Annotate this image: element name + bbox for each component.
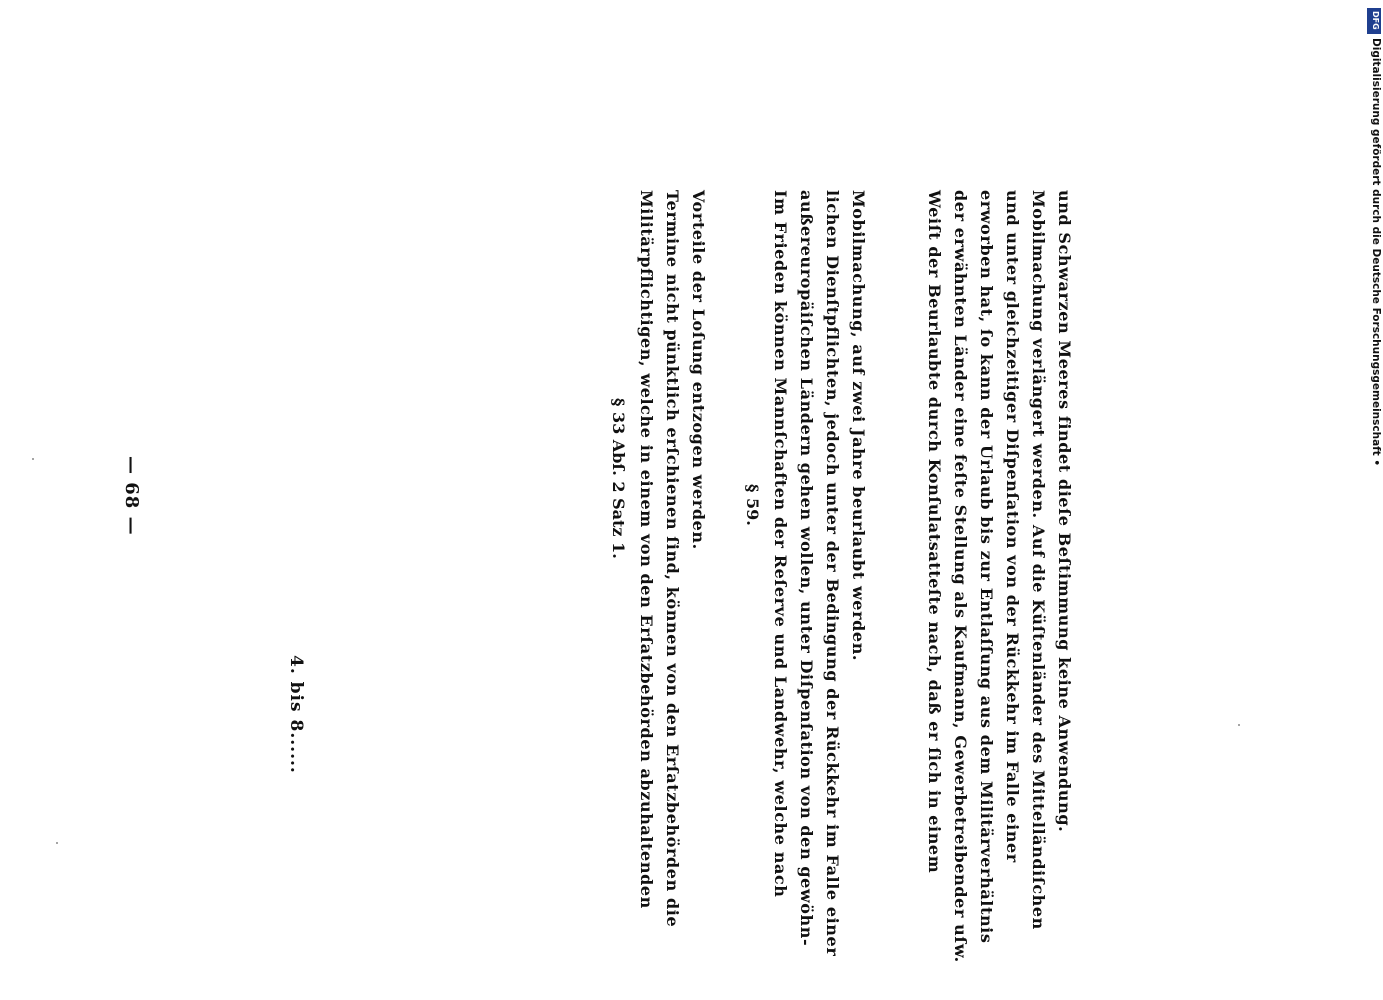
paragraph-line: erworben hat, ſo kann der Urlaub bis zur Entlaſſung aus dem Militärverhältnis — [977, 190, 996, 944]
enumeration-line: 4. bis 8...... — [286, 655, 306, 774]
paragraph-line: Im Frieden können Mannſchaften der Reſerve und Landwehr, welche nach — [771, 190, 790, 898]
section-heading-33: § 33 Abſ. 2 Satz 1. — [609, 398, 628, 559]
digitization-watermark: Digitalisierung gefördert durch die Deutsche Forschungsgemeinschaft • — [1370, 38, 1382, 467]
paragraph-line: Vorteile der Loſung entzogen werden. — [689, 190, 708, 550]
paragraph-line: Mobilmachung, auf zwei Jahre beurlaubt werden. — [849, 190, 868, 662]
paragraph-line: der erwähnten Länder eine feſte Stellung als Kaufmann, Gewerbetreibender uſw. — [951, 190, 970, 963]
dfg-logo — [1367, 8, 1381, 34]
scan-speck — [1238, 724, 1240, 726]
paragraph-line: und unter gleichzeitiger Diſpenſation von der Rückkehr im Falle einer — [1003, 190, 1022, 863]
paragraph-line: Mobilmachung verlängert werden. Auf die Küſtenländer des Mittelländiſchen — [1029, 190, 1048, 930]
page-number-header: — 68 — — [121, 456, 142, 536]
paragraph-line: und Schwarzen Meeres findet dieſe Beſtimmung keine Anwendung. — [1055, 190, 1074, 833]
section-heading-59: § 59. — [743, 484, 762, 526]
scan-speck — [56, 842, 58, 844]
paragraph-line: Termine nicht pünktlich erſchienen ſind, können von den Erſatzbehörden die — [663, 190, 682, 928]
paragraph-line: außereuropäiſchen Ländern gehen wollen, unter Diſpenſation von den gewöhn- — [797, 190, 816, 947]
paragraph-line: lichen Dienſtpflichten, jedoch unter der Bedingung der Rückkehr im Falle einer — [823, 190, 842, 957]
dfg-logo-text: DFG — [1371, 11, 1380, 30]
paragraph-line: Weiſt der Beurlaubte durch Konſulatsatteſte nach, daß er ſich in einem — [925, 190, 944, 874]
scan-speck — [32, 458, 34, 460]
paragraph-line: Militärpflichtigen, welche in einem von den Erſatzbehörden abzuhaltenden — [637, 190, 656, 909]
